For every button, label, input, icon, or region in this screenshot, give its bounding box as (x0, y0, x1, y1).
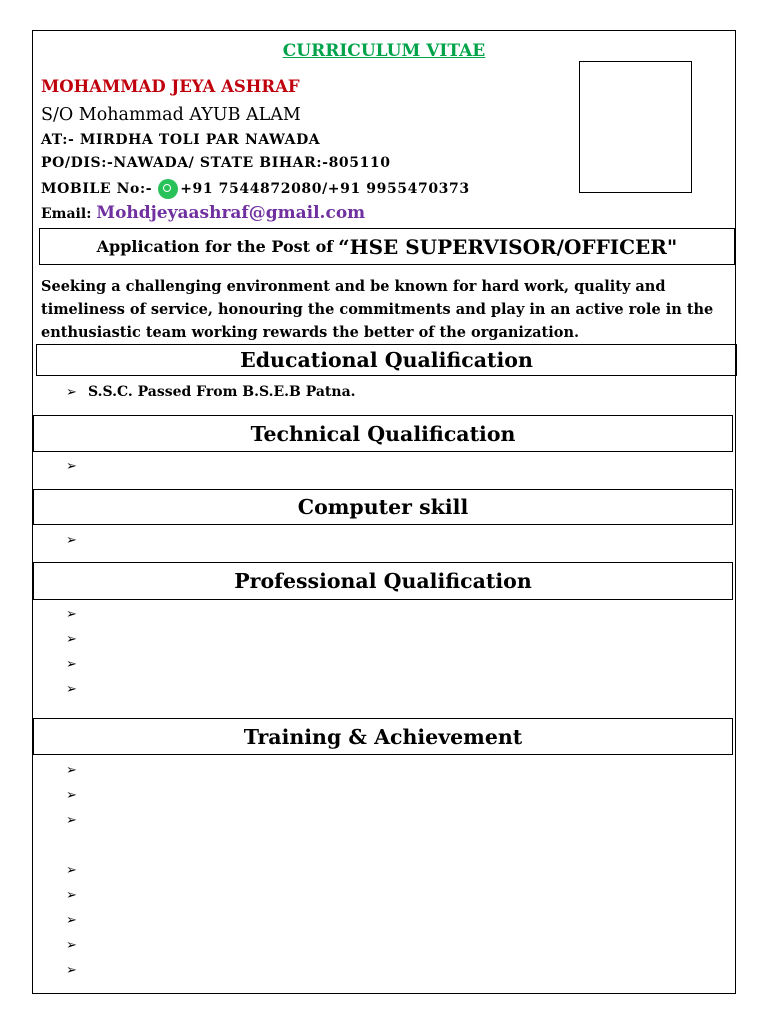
document-title: CURRICULUM VITAE (282, 41, 486, 61)
bullet-arrow-icon: ➢ (66, 533, 77, 548)
section-professional-heading: Professional Qualification (33, 562, 733, 600)
career-objective: Seeking a challenging environment and be known for hard work, quality and timeliness of service, honouring the commitments and play in an active role in the enthusiastic team working rewards the better of the organization. (41, 278, 714, 341)
list-item (66, 913, 88, 928)
list-item (66, 813, 88, 828)
section-computer-heading: Computer skill (33, 489, 733, 525)
bullet-arrow-icon: ➢ (66, 888, 77, 903)
section-training-heading: Training & Achievement (33, 718, 733, 755)
email-value[interactable]: Mohdjeyaashraf@gmail.com (96, 203, 366, 223)
section-educational-heading: Educational Qualification (36, 344, 737, 376)
bullet-arrow-icon: ➢ (66, 788, 77, 803)
list-item (66, 763, 88, 778)
address-line-2: PO/DIS:-NAWADA/ STATE BIHAR:-805110 (41, 155, 391, 171)
bullet-arrow-icon: ➢ (66, 459, 77, 474)
bullet-arrow-icon: ➢ (66, 938, 77, 953)
address-line-1: AT:- MIRDHA TOLI PAR NAWADA (41, 132, 321, 148)
application-post-box (39, 228, 735, 265)
bullet-arrow-icon: ➢ (66, 863, 77, 878)
bullet-arrow-icon: ➢ (66, 657, 77, 672)
list-item (66, 607, 88, 622)
email-label: Email: (41, 206, 92, 222)
section-technical-heading: Technical Qualification (33, 415, 733, 452)
mobile-number: +91 7544872080/+91 9955470373 (180, 181, 470, 197)
mobile-line (41, 179, 470, 199)
list-item (66, 459, 88, 474)
application-post: “HSE SUPERVISOR/OFFICER" (338, 234, 678, 259)
bullet-arrow-icon: ➢ (66, 607, 77, 622)
mobile-label: MOBILE No:- (41, 181, 153, 197)
bullet-arrow-icon: ➢ (66, 813, 77, 828)
bullet-arrow-icon: ➢ (66, 384, 77, 400)
bullet-arrow-icon: ➢ (66, 963, 77, 978)
application-prefix: Application for the Post of (96, 237, 334, 256)
list-item (66, 657, 88, 672)
list-item (66, 788, 88, 803)
list-item (66, 533, 88, 548)
list-item (66, 682, 88, 697)
list-item (66, 888, 88, 903)
bullet-arrow-icon: ➢ (66, 913, 77, 928)
whatsapp-icon (158, 179, 178, 199)
list-item (66, 963, 88, 978)
list-item (66, 938, 88, 953)
bullet-arrow-icon: ➢ (66, 763, 77, 778)
list-item (66, 863, 88, 878)
candidate-name: MOHAMMAD JEYA ASHRAF (41, 77, 300, 96)
son-of-line: S/O Mohammad AYUB ALAM (41, 105, 301, 125)
email-line (41, 203, 365, 223)
list-item (66, 632, 88, 647)
photo-placeholder (579, 61, 692, 193)
list-item (66, 384, 356, 400)
bullet-arrow-icon: ➢ (66, 632, 77, 647)
cv-page (32, 30, 736, 994)
bullet-arrow-icon: ➢ (66, 682, 77, 697)
educational-item: S.S.C. Passed From B.S.E.B Patna. (88, 384, 356, 400)
